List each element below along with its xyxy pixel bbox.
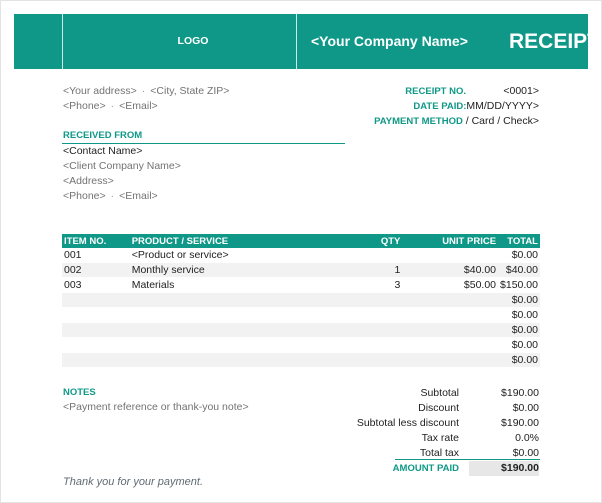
table-row <box>62 323 540 338</box>
receipt-title: RECEIPT <box>509 30 601 53</box>
line-total-cell: $0.00 <box>498 323 540 338</box>
totals-row-tax-rate <box>279 431 539 446</box>
table-row <box>62 308 540 323</box>
total-tax-label: Total tax <box>419 447 459 459</box>
qty-cell[interactable] <box>353 323 403 338</box>
unit-price-cell[interactable] <box>402 323 498 338</box>
received-from-rule <box>62 143 345 144</box>
receipt-no-value[interactable]: <0001> <box>503 85 539 97</box>
line-total-cell: $0.00 <box>498 293 540 308</box>
totals-row-subtotal-less-discount <box>279 416 539 431</box>
received-from-label: RECEIVED FROM <box>63 130 143 141</box>
line-total-cell: $0.00 <box>498 338 540 353</box>
totals-row-subtotal <box>279 386 539 401</box>
client-phone[interactable]: <Phone> <box>63 190 106 202</box>
date-paid-line <box>413 100 539 112</box>
items-table <box>62 234 540 368</box>
item-no-cell[interactable] <box>62 293 130 308</box>
qty-cell[interactable] <box>353 308 403 323</box>
discount-label: Discount <box>418 402 459 414</box>
item-no-cell[interactable]: 001 <box>62 248 130 263</box>
tax-rate-value[interactable]: 0.0% <box>515 432 539 444</box>
header-banner <box>14 14 601 69</box>
product-cell[interactable]: Materials <box>130 278 353 293</box>
item-no-cell[interactable] <box>62 308 130 323</box>
separator-dot: · <box>141 85 146 97</box>
subtotal-less-discount-label: Subtotal less discount <box>356 417 459 429</box>
date-paid-label: DATE PAID: <box>413 101 467 112</box>
sender-email[interactable]: <Email> <box>119 100 158 112</box>
line-total-cell: $0.00 <box>498 248 540 263</box>
line-total-cell: $150.00 <box>500 279 538 291</box>
receipt-no-label: RECEIPT NO. <box>405 86 466 97</box>
subtotal-value: $190.00 <box>501 387 539 399</box>
col-unit-price: UNIT PRICE <box>402 234 498 248</box>
col-total: TOTAL <box>498 234 540 248</box>
unit-price-cell[interactable]: $40.00 <box>402 263 498 278</box>
unit-price-cell[interactable] <box>402 353 498 368</box>
table-row <box>62 293 540 308</box>
line-total-cell: $0.00 <box>498 353 540 368</box>
item-no-cell[interactable] <box>62 323 130 338</box>
product-cell[interactable] <box>130 308 353 323</box>
col-qty: QTY <box>353 234 403 248</box>
discount-value[interactable]: $0.00 <box>512 402 539 414</box>
qty-cell[interactable]: 1 <box>353 263 403 278</box>
product-cell[interactable] <box>130 353 353 368</box>
company-name[interactable]: <Your Company Name> <box>311 33 468 49</box>
banner-divider <box>296 14 297 69</box>
separator-dot: · <box>110 190 115 202</box>
sender-phone[interactable]: <Phone> <box>63 100 106 112</box>
subtotal-label: Subtotal <box>420 387 459 399</box>
banner-divider <box>62 14 63 69</box>
totals-row-discount <box>279 401 539 416</box>
sender-address[interactable]: <Your address> <box>63 85 137 97</box>
date-paid-value[interactable]: MM/DD/YYYY> <box>466 100 539 112</box>
table-row <box>62 338 540 353</box>
items-header-row <box>62 234 540 248</box>
client-email[interactable]: <Email> <box>119 190 158 202</box>
notes-label: NOTES <box>63 387 96 398</box>
item-no-cell[interactable]: 002 <box>62 263 130 278</box>
product-cell[interactable] <box>130 293 353 308</box>
product-cell[interactable]: <Product or service> <box>130 248 353 263</box>
qty-cell[interactable]: 3 <box>353 278 403 293</box>
thank-you-message[interactable]: Thank you for your payment. <box>63 476 204 488</box>
client-address[interactable]: <Address> <box>63 175 114 187</box>
item-no-cell[interactable] <box>62 338 130 353</box>
line-total-cell: $40.00 <box>498 263 540 278</box>
payment-method-value[interactable]: / Card / Check> <box>462 115 539 127</box>
amount-paid-value: $190.00 <box>469 461 539 476</box>
subtotal-less-discount-value: $190.00 <box>501 417 539 429</box>
unit-price-cell[interactable]: $50.00 <box>402 278 498 293</box>
amount-paid-label: AMOUNT PAID <box>392 463 459 474</box>
unit-price-cell[interactable] <box>402 338 498 353</box>
product-cell[interactable]: Monthly service <box>130 263 353 278</box>
client-company-name[interactable]: <Client Company Name> <box>63 160 181 172</box>
payment-method-line <box>374 115 539 127</box>
unit-price-cell[interactable] <box>402 293 498 308</box>
table-row <box>62 353 540 368</box>
separator-dot: · <box>110 100 115 112</box>
product-cell[interactable] <box>130 338 353 353</box>
item-no-cell[interactable] <box>62 353 130 368</box>
amount-paid-rule <box>395 459 540 460</box>
qty-cell[interactable] <box>353 248 403 263</box>
line-total-cell: $0.00 <box>498 308 540 323</box>
client-contact-name[interactable]: <Contact Name> <box>63 145 143 157</box>
item-no-cell[interactable]: 003 <box>62 278 130 293</box>
qty-cell[interactable] <box>353 338 403 353</box>
col-item-no: ITEM NO. <box>62 234 130 248</box>
totals-row-amount-paid <box>279 461 539 476</box>
col-product: PRODUCT / SERVICE <box>130 234 353 248</box>
qty-cell[interactable] <box>353 293 403 308</box>
table-row <box>62 248 540 263</box>
unit-price-cell[interactable] <box>402 248 498 263</box>
totals-block <box>279 386 539 476</box>
logo-placeholder[interactable]: LOGO <box>177 35 209 47</box>
table-row <box>62 263 540 278</box>
product-cell[interactable] <box>130 323 353 338</box>
sender-contact-line <box>63 100 158 112</box>
client-contact-line <box>63 190 158 202</box>
notes-text[interactable]: <Payment reference or thank-you note> <box>63 401 249 413</box>
table-row <box>62 278 540 293</box>
payment-method-label: PAYMENT METHOD <box>374 116 463 127</box>
tax-rate-label: Tax rate <box>421 432 459 444</box>
total-tax-value: $0.00 <box>512 447 539 459</box>
sender-city[interactable]: <City, State ZIP> <box>150 85 230 97</box>
unit-price-cell[interactable] <box>402 308 498 323</box>
qty-cell[interactable] <box>353 353 403 368</box>
sender-address-line <box>63 85 229 97</box>
